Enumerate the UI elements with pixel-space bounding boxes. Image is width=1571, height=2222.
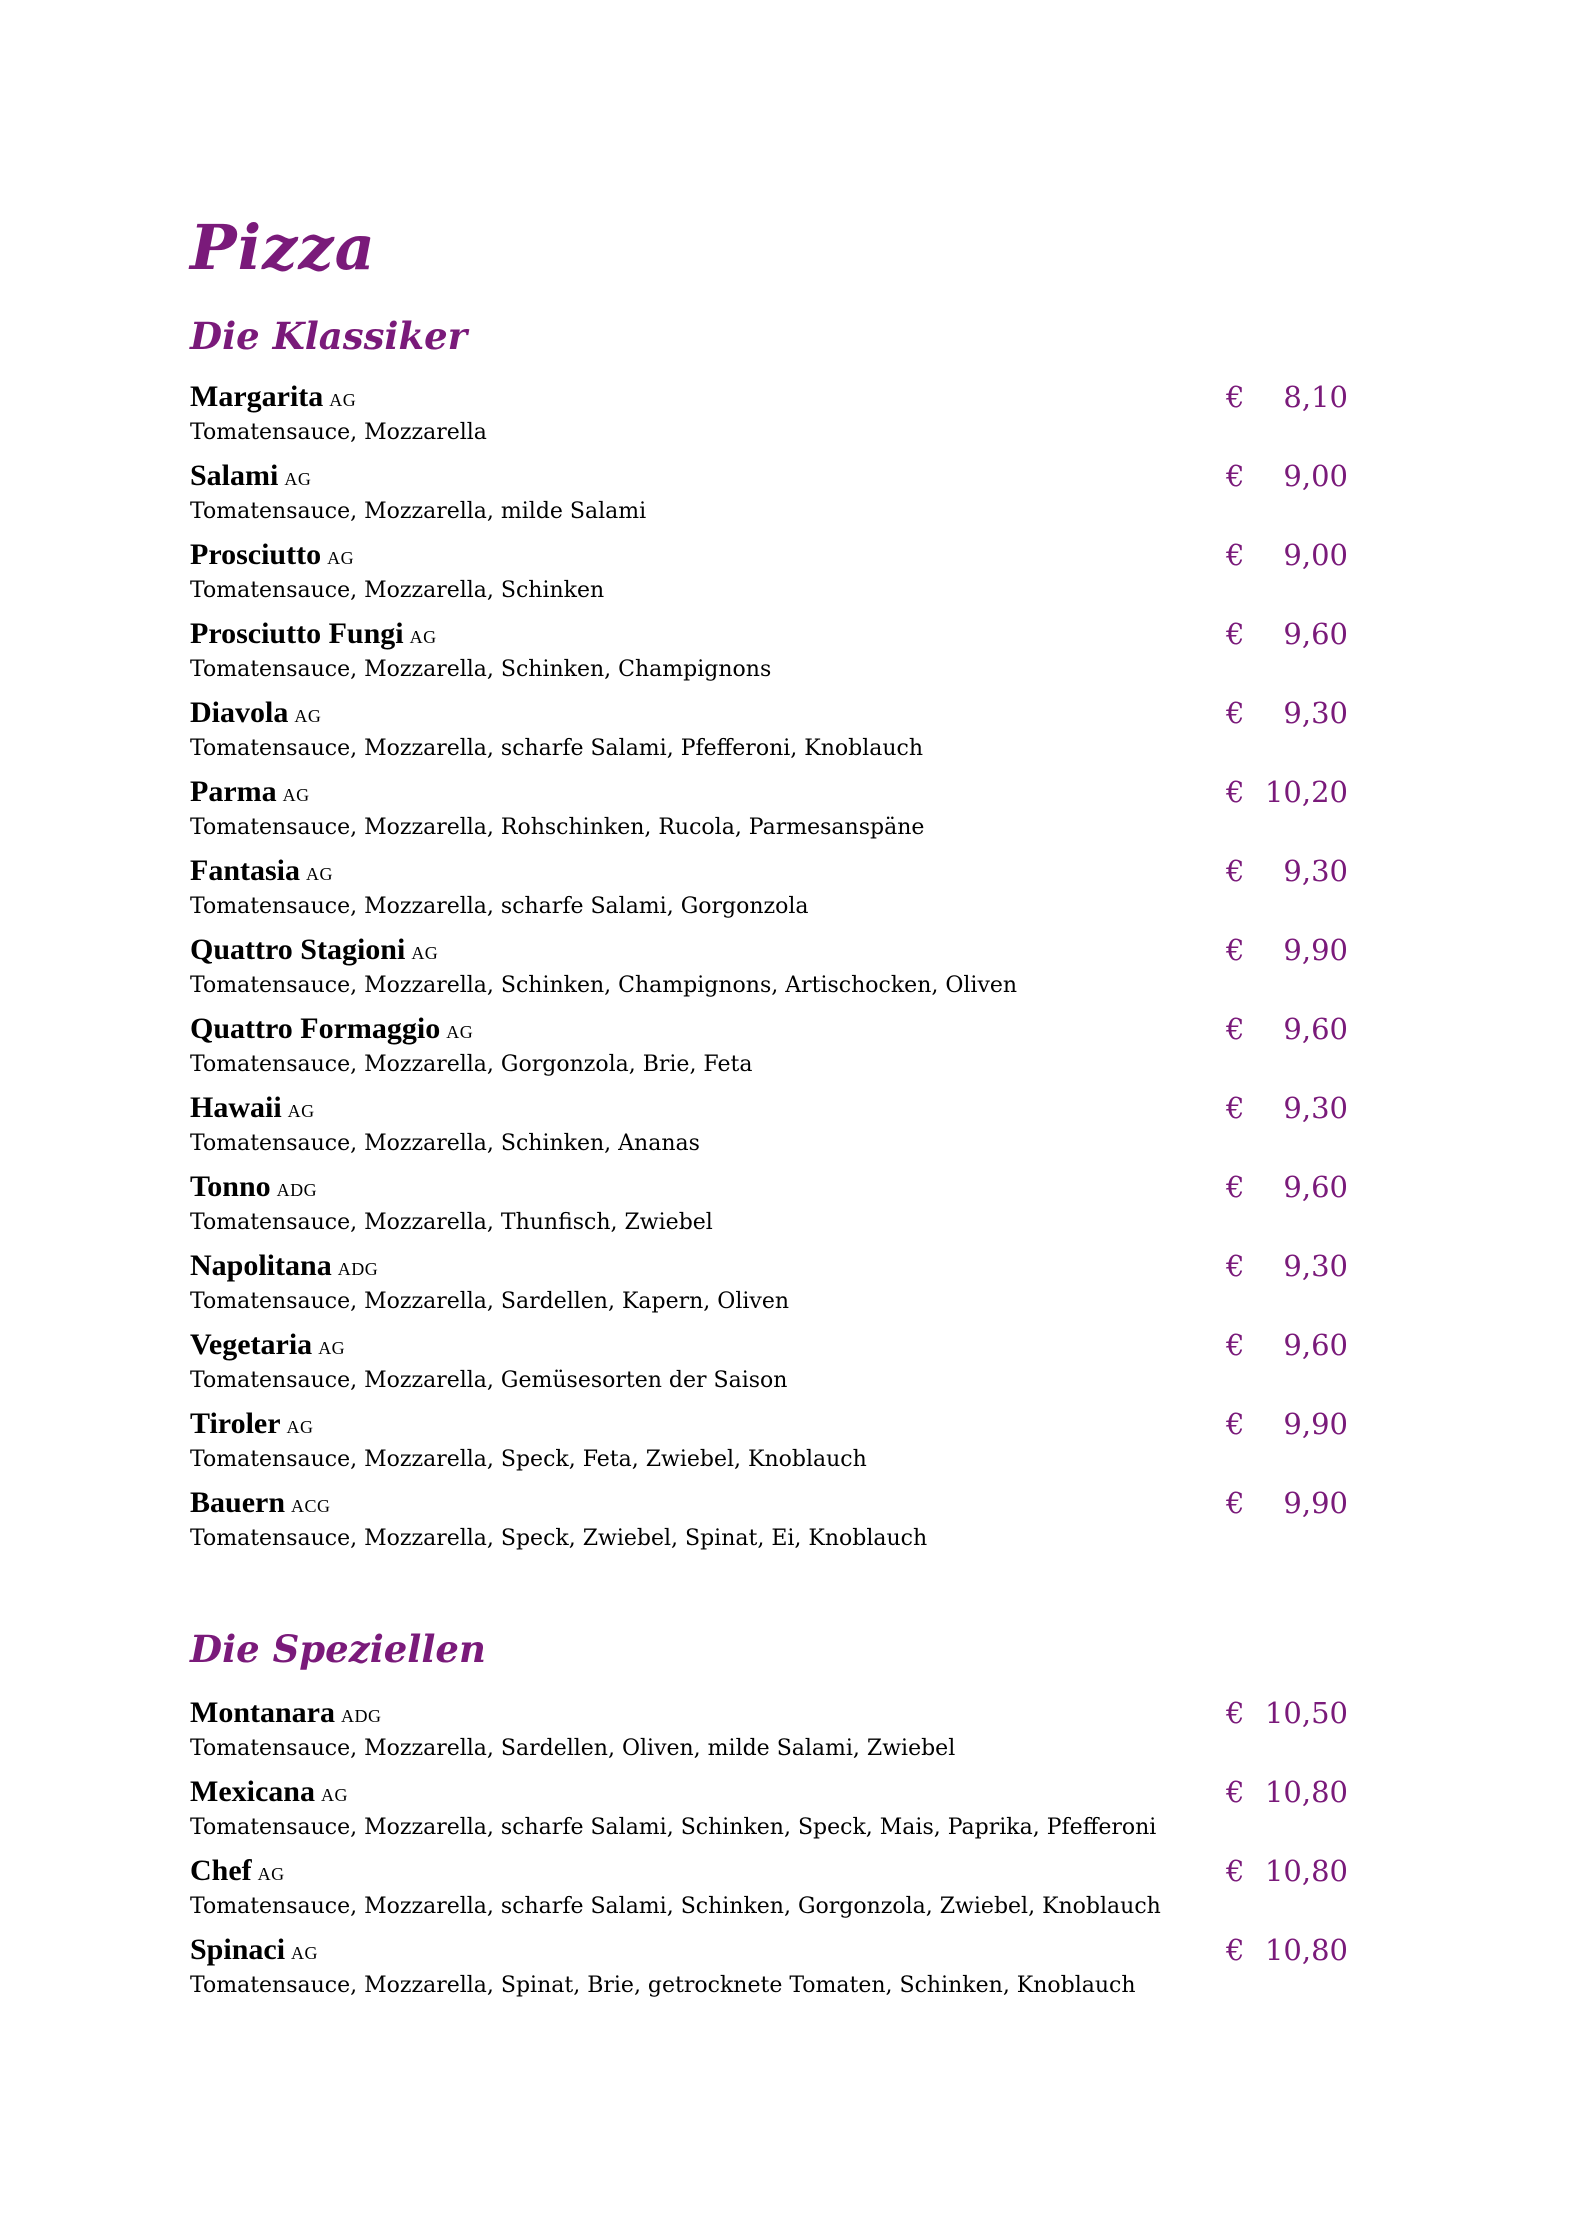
menu-item-heading [190, 534, 354, 576]
menu-item [190, 1850, 1350, 1929]
menu-item-name: Bauern [190, 1486, 286, 1519]
menu-item [190, 692, 1350, 771]
menu-item-allergens: AG [287, 1101, 315, 1121]
menu-item-allergens: ADG [341, 1706, 382, 1726]
price-amount: 9,00 [1283, 538, 1348, 572]
menu-item-price [1226, 1403, 1350, 1445]
currency-symbol: € [1226, 775, 1245, 809]
menu-item-description: Tomatensauce, Mozzarella, Rohschinken, Rucola, Parmesanspäne [190, 815, 925, 840]
menu-item [190, 534, 1350, 613]
menu-item [190, 1929, 1350, 2008]
menu-item [190, 929, 1350, 1008]
menu-item-allergens: ADG [337, 1259, 379, 1279]
currency-symbol: € [1226, 1486, 1245, 1520]
price-amount: 8,10 [1283, 380, 1348, 414]
menu-item-allergens: AG [411, 943, 439, 963]
menu-sections [190, 296, 1350, 2008]
menu-item-allergens: AG [257, 1864, 285, 1884]
currency-symbol: € [1226, 538, 1245, 572]
currency-symbol: € [1226, 1933, 1245, 1967]
menu-item-description: Tomatensauce, Mozzarella, Speck, Feta, Zwiebel, Knoblauch [190, 1447, 867, 1472]
menu-item-heading [190, 771, 310, 813]
menu-item-heading [190, 1008, 473, 1050]
menu-item-price [1226, 534, 1350, 576]
price-amount: 9,30 [1283, 1091, 1348, 1125]
menu-item-name: Hawaii [190, 1091, 282, 1124]
menu-item [190, 613, 1350, 692]
menu-item-description: Tomatensauce, Mozzarella, Sardellen, Oliven, milde Salami, Zwiebel [190, 1736, 956, 1761]
price-amount: 9,90 [1283, 1407, 1348, 1441]
menu-item-name: Salami [190, 459, 279, 492]
menu-item-allergens: AG [329, 390, 357, 410]
menu-item-description: Tomatensauce, Mozzarella, milde Salami [190, 499, 647, 524]
menu-item-price [1226, 1850, 1350, 1892]
currency-symbol: € [1226, 1696, 1245, 1730]
menu-item-heading [190, 850, 333, 892]
page-title: Pizza [190, 211, 376, 284]
price-amount: 10,80 [1264, 1933, 1348, 1967]
menu-item-allergens: AG [327, 548, 355, 568]
currency-symbol: € [1226, 696, 1245, 730]
menu-item-price [1226, 1087, 1350, 1129]
price-amount: 10,80 [1264, 1775, 1348, 1809]
menu-item-heading [190, 1692, 382, 1734]
menu-item-list [190, 1692, 1350, 2008]
menu-item-price [1226, 1324, 1350, 1366]
section-title: Die Klassiker [190, 314, 468, 358]
currency-symbol: € [1226, 1170, 1245, 1204]
menu-item-description: Tomatensauce, Mozzarella, Thunfisch, Zwiebel [190, 1210, 713, 1235]
price-amount: 9,00 [1283, 459, 1348, 493]
menu-item-description: Tomatensauce, Mozzarella, Gorgonzola, Brie, Feta [190, 1052, 753, 1077]
menu-item [190, 1324, 1350, 1403]
menu-item-price [1226, 1166, 1350, 1208]
currency-symbol: € [1226, 854, 1245, 888]
menu-item-heading [190, 1482, 331, 1524]
price-amount: 10,80 [1264, 1854, 1348, 1888]
menu-item-name: Fantasia [190, 854, 301, 887]
menu-item-price [1226, 692, 1350, 734]
menu-item-allergens: AG [282, 785, 310, 805]
menu-item-name: Mexicana [190, 1775, 315, 1808]
menu-item-name: Quattro Formaggio [190, 1012, 441, 1045]
price-amount: 9,30 [1283, 696, 1348, 730]
menu-item-heading [190, 455, 311, 497]
menu-item-name: Tonno [190, 1170, 271, 1203]
menu-item-heading [190, 613, 437, 655]
menu-item [190, 1482, 1350, 1561]
menu-item-price [1226, 1929, 1350, 1971]
menu-item-price [1226, 771, 1350, 813]
menu-item-allergens: AG [409, 627, 437, 647]
menu-item-heading [190, 1087, 315, 1129]
menu-item [190, 771, 1350, 850]
menu-item-price [1226, 1008, 1350, 1050]
menu-item-allergens: AG [294, 706, 322, 726]
menu-item-description: Tomatensauce, Mozzarella [190, 420, 487, 445]
menu-item-allergens: AG [284, 469, 312, 489]
menu-item [190, 1692, 1350, 1771]
menu-item-name: Parma [190, 775, 277, 808]
currency-symbol: € [1226, 1328, 1245, 1362]
menu-item-name: Montanara [190, 1696, 335, 1729]
currency-symbol: € [1226, 1012, 1245, 1046]
currency-symbol: € [1226, 1407, 1245, 1441]
menu-item-allergens: AG [306, 864, 334, 884]
menu-item [190, 1245, 1350, 1324]
menu-item [190, 455, 1350, 534]
menu-item-description: Tomatensauce, Mozzarella, Spinat, Brie, getrocknete Tomaten, Schinken, Knoblauch [190, 1973, 1136, 1998]
menu-item-name: Chef [190, 1854, 252, 1887]
price-amount: 9,60 [1283, 1328, 1348, 1362]
menu-item-list [190, 376, 1350, 1561]
currency-symbol: € [1226, 617, 1245, 651]
section-title: Die Speziellen [190, 1627, 486, 1671]
menu-item-name: Quattro Stagioni [190, 933, 406, 966]
menu-item-name: Prosciutto [190, 538, 322, 571]
price-amount: 9,90 [1283, 933, 1348, 967]
menu-item-heading [190, 1771, 348, 1813]
menu-item-price [1226, 850, 1350, 892]
menu-item-description: Tomatensauce, Mozzarella, Schinken, Champignons [190, 657, 772, 682]
menu-item-price [1226, 1692, 1350, 1734]
currency-symbol: € [1226, 1854, 1245, 1888]
menu-item-allergens: ACG [291, 1496, 331, 1516]
currency-symbol: € [1226, 380, 1245, 414]
menu-item-price [1226, 929, 1350, 971]
menu-item-allergens: AG [446, 1022, 474, 1042]
menu-item-description: Tomatensauce, Mozzarella, scharfe Salami, Pfefferoni, Knoblauch [190, 736, 924, 761]
menu-item-heading [190, 692, 321, 734]
menu-item [190, 1087, 1350, 1166]
price-amount: 10,50 [1264, 1696, 1348, 1730]
menu-item-name: Tiroler [190, 1407, 281, 1440]
menu-item-price [1226, 1771, 1350, 1813]
menu-item-description: Tomatensauce, Mozzarella, Schinken, Ananas [190, 1131, 700, 1156]
menu-item-heading [190, 1324, 345, 1366]
menu-item-price [1226, 1245, 1350, 1287]
menu-item-description: Tomatensauce, Mozzarella, Schinken [190, 578, 605, 603]
menu-item-price [1226, 455, 1350, 497]
menu-item-description: Tomatensauce, Mozzarella, scharfe Salami, Schinken, Gorgonzola, Zwiebel, Knoblauch [190, 1894, 1161, 1919]
menu-item [190, 1771, 1350, 1850]
currency-symbol: € [1226, 1249, 1245, 1283]
menu-item-allergens: AG [291, 1943, 319, 1963]
currency-symbol: € [1226, 459, 1245, 493]
menu-item-name: Prosciutto Fungi [190, 617, 404, 650]
menu-item-description: Tomatensauce, Mozzarella, Gemüsesorten der Saison [190, 1368, 788, 1393]
menu-item-heading [190, 1166, 317, 1208]
menu-item-description: Tomatensauce, Mozzarella, Schinken, Champignons, Artischocken, Oliven [190, 973, 1018, 998]
menu-item-heading [190, 1850, 285, 1892]
menu-item-price [1226, 1482, 1350, 1524]
menu-item-heading [190, 1403, 314, 1445]
menu-item-name: Diavola [190, 696, 289, 729]
menu-item-heading [190, 376, 356, 418]
price-amount: 9,30 [1283, 1249, 1348, 1283]
menu-item-description: Tomatensauce, Mozzarella, Speck, Zwiebel, Spinat, Ei, Knoblauch [190, 1526, 928, 1551]
menu-item-allergens: AG [286, 1417, 314, 1437]
menu-item-name: Vegetaria [190, 1328, 313, 1361]
menu-item-price [1226, 376, 1350, 418]
menu-item-price [1226, 613, 1350, 655]
price-amount: 9,30 [1283, 854, 1348, 888]
menu-item [190, 376, 1350, 455]
currency-symbol: € [1226, 1775, 1245, 1809]
menu-item-name: Margarita [190, 380, 324, 413]
menu-item-heading [190, 929, 438, 971]
menu-item [190, 1403, 1350, 1482]
price-amount: 9,90 [1283, 1486, 1348, 1520]
price-amount: 10,20 [1264, 775, 1348, 809]
menu-item [190, 850, 1350, 929]
menu-item-description: Tomatensauce, Mozzarella, Sardellen, Kapern, Oliven [190, 1289, 790, 1314]
menu-item-name: Spinaci [190, 1933, 286, 1966]
menu-item-heading [190, 1245, 378, 1287]
menu-content [190, 200, 1350, 2008]
menu-item-allergens: ADG [276, 1180, 318, 1200]
currency-symbol: € [1226, 933, 1245, 967]
menu-item [190, 1166, 1350, 1245]
menu-item [190, 1008, 1350, 1087]
menu-item-heading [190, 1929, 318, 1971]
menu-item-description: Tomatensauce, Mozzarella, scharfe Salami, Gorgonzola [190, 894, 809, 919]
menu-item-allergens: AG [320, 1785, 348, 1805]
price-amount: 9,60 [1283, 617, 1348, 651]
menu-item-name: Napolitana [190, 1249, 332, 1282]
price-amount: 9,60 [1283, 1170, 1348, 1204]
menu-item-description: Tomatensauce, Mozzarella, scharfe Salami, Schinken, Speck, Mais, Paprika, Pfefferoni [190, 1815, 1157, 1840]
price-amount: 9,60 [1283, 1012, 1348, 1046]
currency-symbol: € [1226, 1091, 1245, 1125]
menu-item-allergens: AG [318, 1338, 346, 1358]
